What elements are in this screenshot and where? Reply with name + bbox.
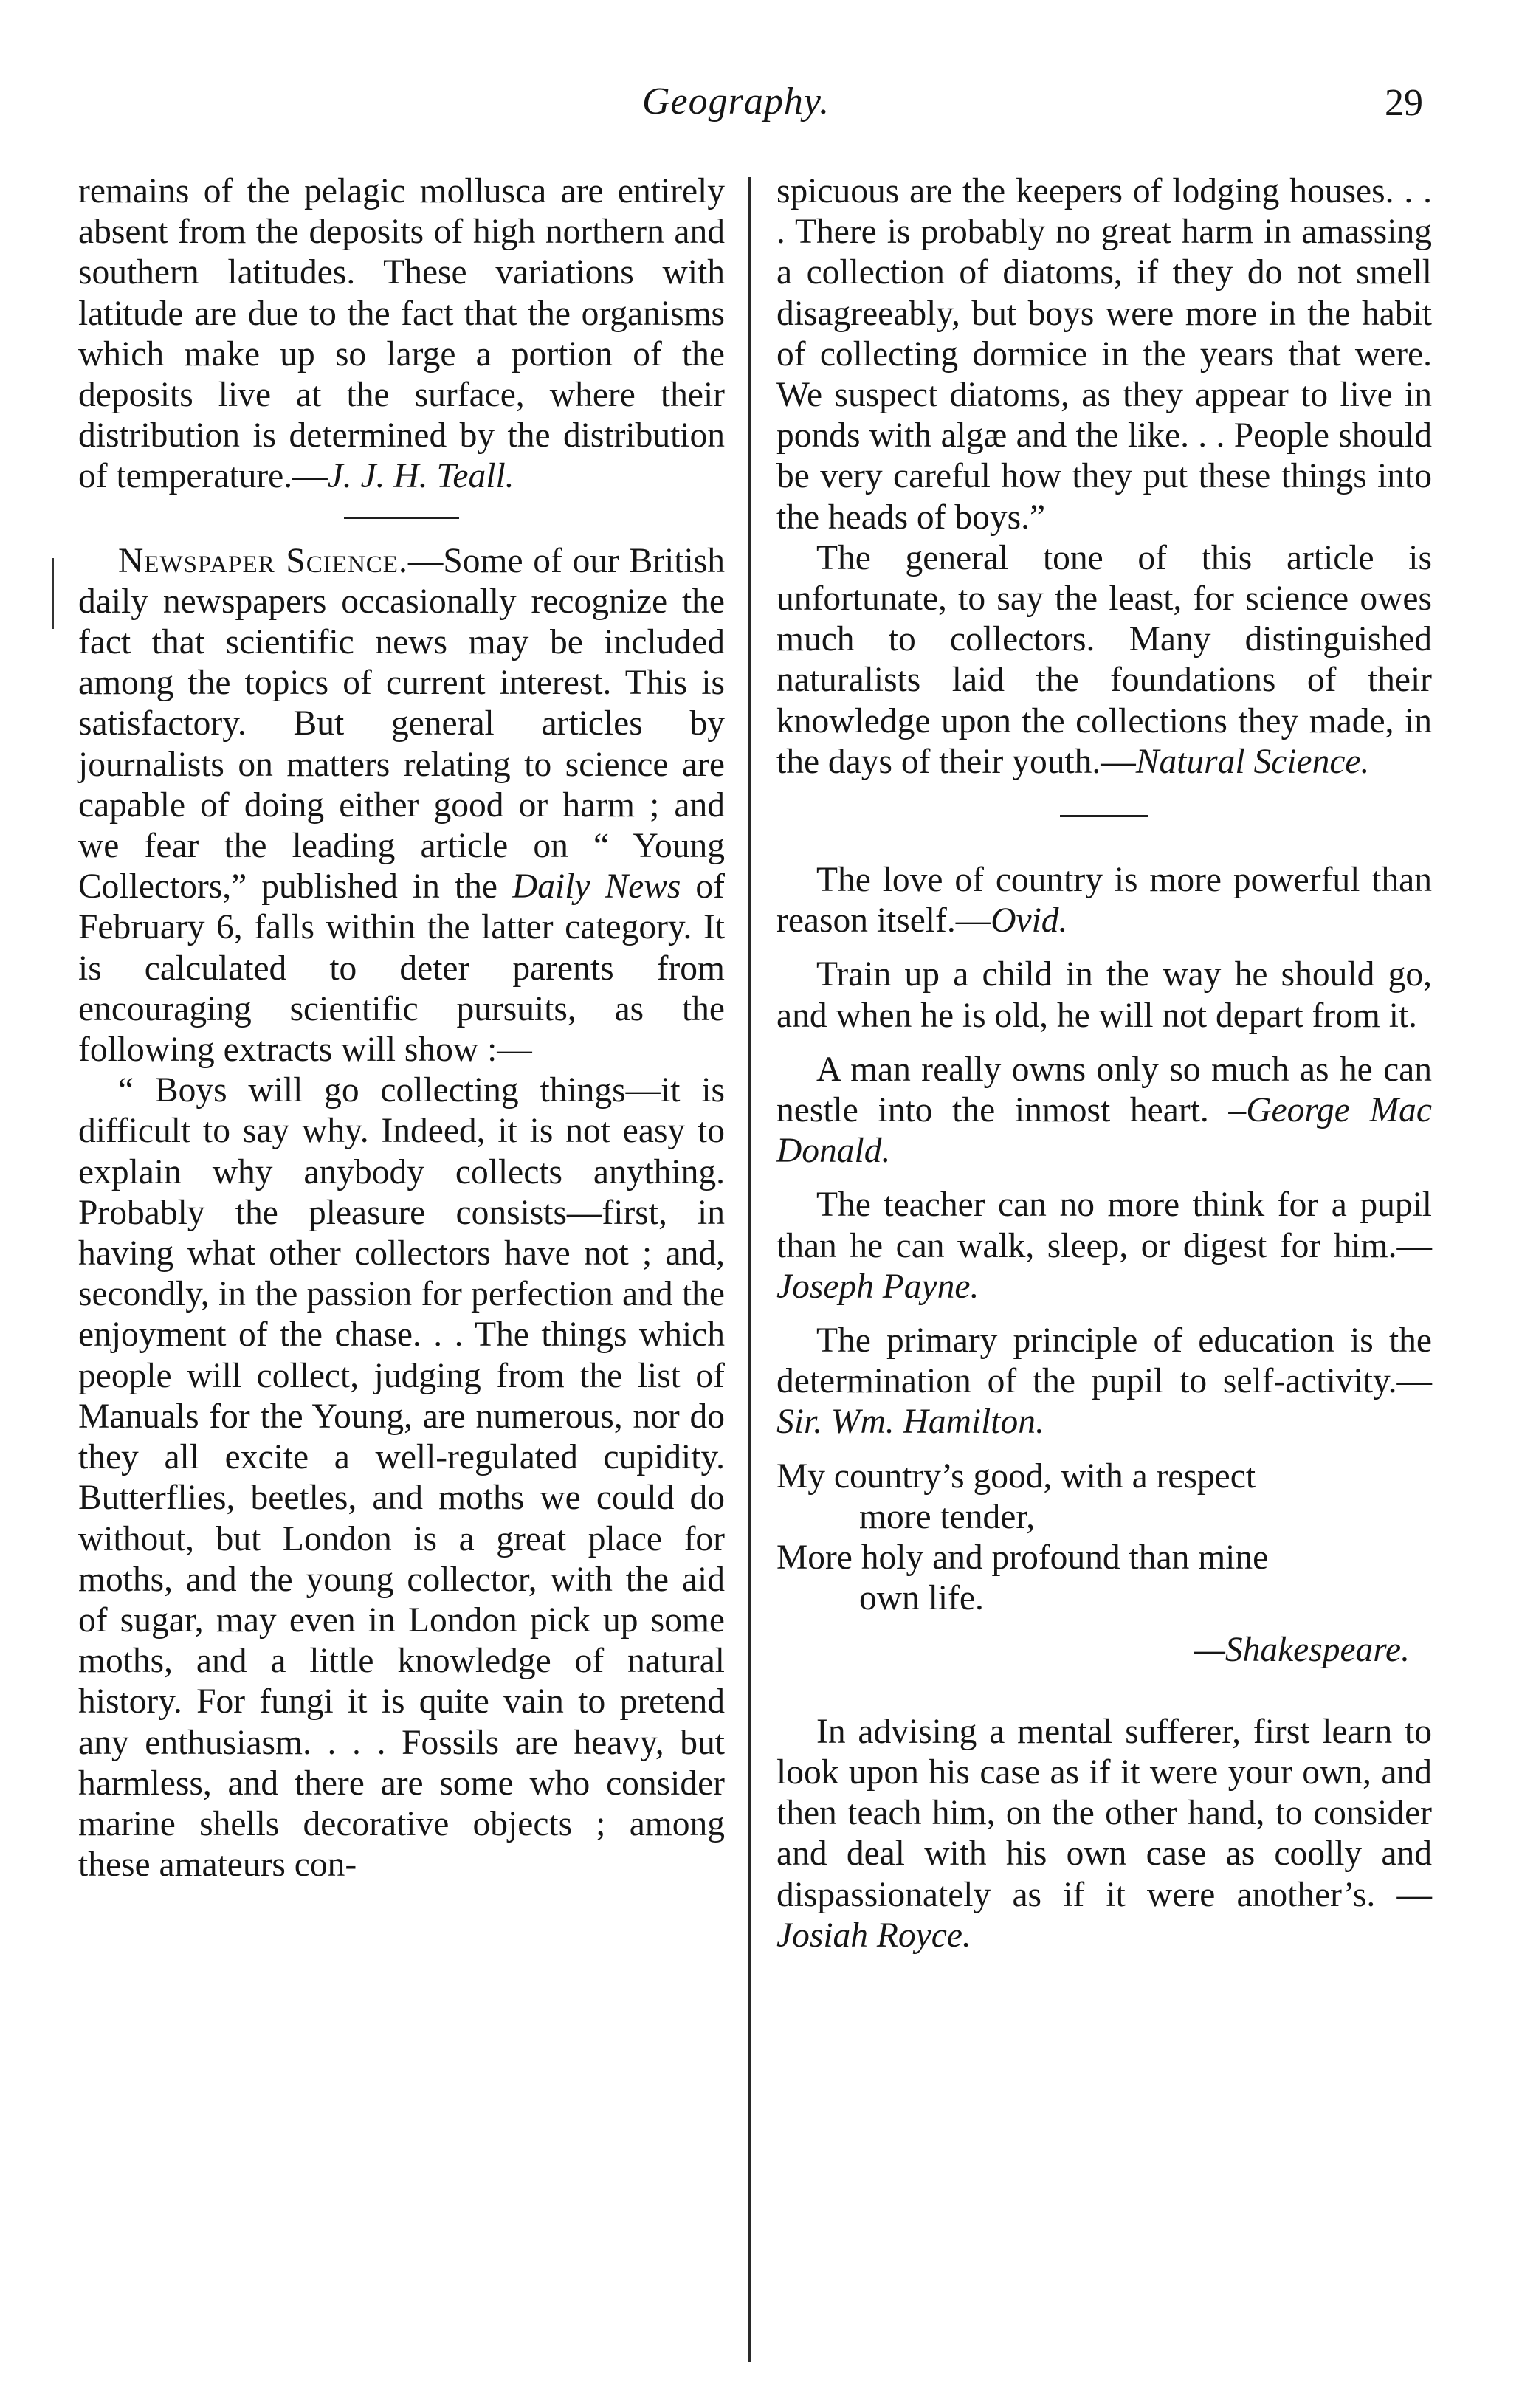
quotation-text: The primary principle of education is the determination of the pupil to self-activity.—: [776, 1321, 1432, 1401]
margin-mark: [52, 558, 54, 629]
right-column: [776, 171, 1432, 1970]
verse-quotation: [776, 1456, 1432, 1671]
verse-line: own life.: [859, 1579, 984, 1618]
attribution: Natural Science.: [1135, 742, 1370, 781]
quotation-text: Train up a child in the way he should go, and when he is old, he will not depart from it.: [776, 955, 1432, 1035]
page-number: 29: [1385, 82, 1423, 124]
verse-line: More holy and profound than mine: [776, 1538, 1269, 1578]
verse-line: My country’s good, with a respect: [776, 1456, 1256, 1496]
section-rule: [344, 517, 459, 519]
commentary-paragraph: [776, 538, 1432, 782]
quotation: [776, 1321, 1432, 1443]
quotation-text: In advising a mental sufferer, first learn to look upon his case as if it were your own, and then teach him, on the other hand, to consider and deal with his own case as coolly and dispassionately as if it were another’s. —: [776, 1712, 1432, 1914]
verse-line: more tender,: [859, 1497, 1036, 1536]
quotation: [776, 1050, 1432, 1172]
newspaper-title: Daily News: [512, 867, 681, 907]
attribution: —Shakespeare.: [1194, 1630, 1410, 1669]
paragraph-text: remains of the pelagic mollusca are entirely absent from the deposits of high northern and southern latitudes. These variations with latitude are due to the fact that the organisms which make up so large a portion of the deposits live at the surface, where their distribution is determined by the distribution of temperature.—: [78, 172, 725, 496]
quotation-text: A man really owns only so much as he can nestle into the inmost heart. –: [776, 1050, 1432, 1130]
quoted-extract-continued: spicuous are the keepers of lodging houses. . . . There is probably no great harm in amassing a collection of diatoms, if they do not smell disagreeably, but boys were more in the habit of collecting dormice in the years that were. We suspect diatoms, as they appear to live in ponds with algæ and the like. . . People should be very careful how they put these things into the heads of boys.”: [776, 172, 1432, 537]
paragraph-continuation: [78, 171, 725, 498]
left-column: [78, 171, 725, 1885]
attribution: Sir. Wm. Hamilton.: [776, 1403, 1044, 1442]
attribution: George Mac Donald.: [776, 1091, 1432, 1171]
quotation: [776, 1712, 1432, 1956]
newspaper-science-paragraph: [78, 541, 725, 1071]
paragraph-text: —Some of our British daily newspapers occasionally recognize the fact that scientific news may be included among the topics of current interest. This is satisfactory. But general articles by journalists on matters relating to science are capable of doing either good or harm ; and we fear the leading article on “ Young Collectors,” published in the: [78, 541, 725, 907]
quotation-text: The love of country is more powerful than reason itself.—: [776, 861, 1432, 940]
attribution: Ovid.: [991, 901, 1068, 940]
section-rule: [1060, 815, 1148, 817]
section-heading: Newspaper Science.: [118, 541, 408, 580]
running-title: Geography.: [642, 80, 830, 123]
quotation: [776, 954, 1432, 1036]
running-head: [0, 80, 1536, 139]
column-divider: [748, 177, 751, 2362]
quoted-extract: “ Boys will go collecting things—it is difficult to say why. Indeed, it is not easy to explain why anybody collects anything. Probably the pleasure consists—first, in having what other collectors have not ; and, secondly, in the passion for perfection and the enjoyment of the chase. . . The things which people will collect, judging from the list of Manuals for the Young, are numerous, nor do they all excite a well-regulated cupidity. Butterflies, beetles, and moths we could do without, but London is a great place for moths, and the young collector, with the aid of sugar, may even in London pick up some moths, and a little knowledge of natural history. For fungi it is quite vain to pretend any enthusiasm. . . . Fossils are heavy, but harmless, and there are some who consider marine shells decorative objects ; among these amateurs con-: [78, 1071, 725, 1885]
quotation: [776, 1185, 1432, 1307]
quotation-text: The teacher can no more think for a pupil than he can walk, sleep, or digest for him.—: [776, 1186, 1432, 1265]
paragraph-text: The general tone of this article is unfortunate, to say the least, for science owes much to collectors. Many distinguished naturalists laid the foundations of their knowledge upon the collections they made, in the days of their youth.—: [776, 538, 1432, 781]
attribution: J. J. H. Teall.: [327, 457, 514, 496]
paragraph-text: of February 6, falls within the latter category. It is calculated to deter parents from encouraging scientific pursuits, as the following extracts will show :—: [78, 867, 726, 1070]
attribution: Joseph Payne.: [776, 1267, 979, 1306]
attribution: Josiah Royce.: [776, 1916, 971, 1955]
quotation: [776, 860, 1432, 941]
